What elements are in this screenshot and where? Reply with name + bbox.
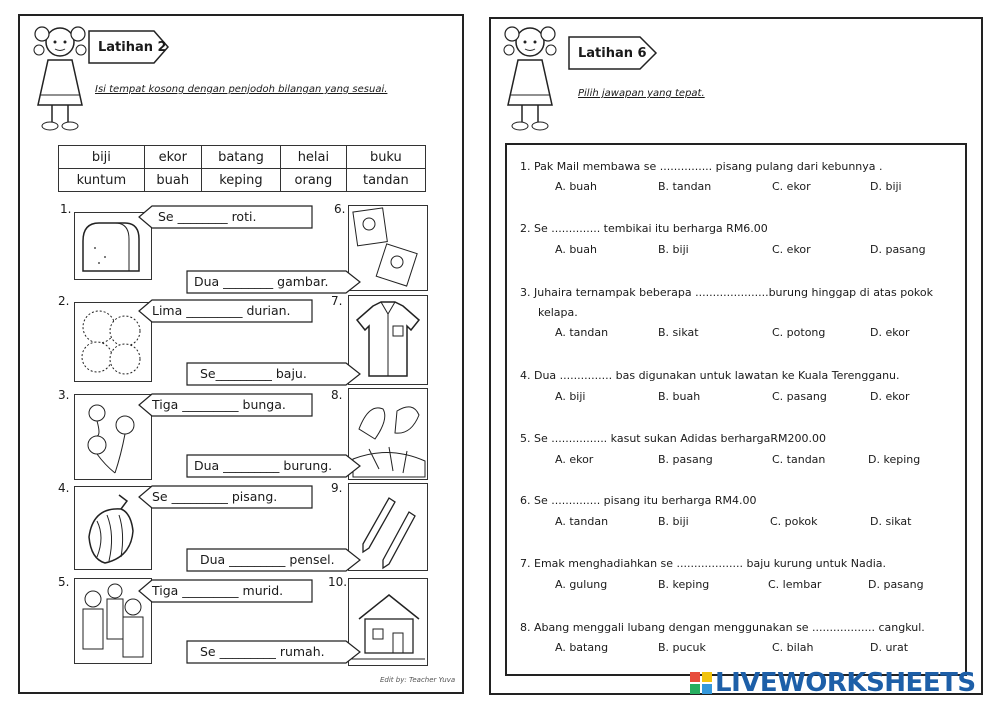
answer-option[interactable]: C. tandan [772, 453, 826, 466]
answer-option[interactable]: B. biji [658, 515, 689, 528]
instruction-text: Isi tempat kosong dengan penjodoh bilangan yang sesuai. [95, 84, 388, 95]
answer-option[interactable]: C. ekor [772, 180, 811, 193]
sentence-text[interactable]: Tiga _________ murid. [152, 583, 284, 598]
answer-option[interactable]: A. batang [555, 641, 609, 654]
question-text: 3. Juhaira ternampak beberapa .....................burung hinggap di atas pokok [520, 286, 934, 299]
answer-option[interactable]: D. pasang [870, 243, 926, 256]
word-bank-cell: batang [201, 146, 280, 169]
instruction-text: Pilih jawapan yang tepat. [578, 88, 705, 99]
answer-option[interactable]: C. pasang [772, 390, 827, 403]
word-bank-cell: biji [59, 146, 145, 169]
answer-option[interactable]: A. tandan [555, 326, 609, 339]
sentence-box [138, 485, 313, 509]
liveworksheets-logo-text: LIVEWORKSHEETS [715, 668, 976, 698]
question-text: 5. Se ................ kasut sukan Adidas berhargaRM200.00 [520, 432, 826, 445]
answer-option[interactable]: D. ekor [870, 390, 910, 403]
answer-option[interactable]: B. biji [658, 243, 689, 256]
sentence-box [186, 454, 361, 478]
liveworksheets-logo[interactable] [690, 668, 976, 698]
answer-option[interactable]: D. biji [870, 180, 902, 193]
word-bank-cell: buah [144, 169, 201, 192]
sentence-text[interactable]: Dua _________ pensel. [200, 552, 335, 567]
editor-signature: Edit by: Teacher Yuva [380, 676, 456, 684]
word-bank-row [59, 169, 426, 192]
word-bank-cell: orang [281, 169, 347, 192]
question-text: 8. Abang menggali lubang dengan menggunakan se .................. cangkul. [520, 621, 925, 634]
word-bank-cell: kuntum [59, 169, 145, 192]
answer-option[interactable]: C. bilah [772, 641, 814, 654]
question-text: 2. Se .............. tembikai itu berharga RM6.00 [520, 222, 768, 235]
answer-option[interactable]: A. buah [555, 180, 597, 193]
answer-option[interactable]: A. gulung [555, 578, 608, 591]
item-number: 5. [58, 575, 70, 589]
answer-option[interactable]: D. keping [868, 453, 921, 466]
answer-option[interactable]: B. buah [658, 390, 701, 403]
answer-option[interactable]: D. sikat [870, 515, 912, 528]
answer-option[interactable]: C. potong [772, 326, 826, 339]
answer-option[interactable]: A. biji [555, 390, 586, 403]
question-text: 7. Emak menghadiahkan se ................... baju kurung untuk Nadia. [520, 557, 887, 570]
sentence-text[interactable]: Dua _________ burung. [194, 458, 333, 473]
sentence-text[interactable]: Tiga _________ bunga. [152, 397, 286, 412]
answer-option[interactable]: A. buah [555, 243, 597, 256]
sentence-box [138, 205, 313, 229]
answer-option[interactable]: D. pasang [868, 578, 924, 591]
sentence-box [138, 299, 313, 323]
word-bank-cell: keping [201, 169, 280, 192]
answer-option[interactable]: A. tandan [555, 515, 609, 528]
word-bank-cell: tandan [346, 169, 425, 192]
sentence-box [138, 579, 313, 603]
answer-option[interactable]: B. tandan [658, 180, 712, 193]
answer-option[interactable]: B. pucuk [658, 641, 706, 654]
sentence-text[interactable]: Se ________ roti. [158, 209, 257, 224]
sentence-box [186, 640, 361, 664]
question-text: 1. Pak Mail membawa se ............... pisang pulang dari kebunnya . [520, 160, 883, 173]
sentence-box [186, 270, 361, 294]
sentence-text[interactable]: Se _________ rumah. [200, 644, 325, 659]
sentence-box [186, 362, 361, 386]
sentence-text[interactable]: Se_________ baju. [200, 366, 307, 381]
sentence-text[interactable]: Se _________ pisang. [152, 489, 278, 504]
sentence-text[interactable]: Lima _________ durian. [152, 303, 291, 318]
exercise-title-tag [568, 36, 658, 70]
item-number: 9. [331, 481, 343, 495]
question-text: 6. Se .............. pisang itu berharga RM4.00 [520, 494, 757, 507]
answer-option[interactable]: C. pokok [770, 515, 818, 528]
word-bank-cell: ekor [144, 146, 201, 169]
word-bank-table [58, 145, 426, 192]
sentence-box [138, 393, 313, 417]
answer-option[interactable]: C. lembar [768, 578, 822, 591]
girl-illustration-icon [500, 20, 560, 135]
sentence-text[interactable]: Dua ________ gambar. [194, 274, 329, 289]
item-number: 1. [60, 202, 72, 216]
girl-illustration-icon [30, 20, 90, 135]
exercise-title-tag [88, 30, 170, 64]
answer-option[interactable]: B. pasang [658, 453, 713, 466]
answer-option[interactable]: B. keping [658, 578, 710, 591]
item-number: 4. [58, 481, 70, 495]
answer-option[interactable]: D. urat [870, 641, 909, 654]
answer-option[interactable]: B. sikat [658, 326, 699, 339]
item-number: 10. [328, 575, 348, 589]
word-bank-cell: helai [281, 146, 347, 169]
question-text-continuation: kelapa. [538, 306, 578, 319]
answer-option[interactable]: A. ekor [555, 453, 594, 466]
sentence-box [186, 548, 361, 572]
question-text: 4. Dua ............... bas digunakan untuk lawatan ke Kuala Terengganu. [520, 369, 900, 382]
exercise-title: Latihan 2 [98, 39, 167, 55]
exercise-title: Latihan 6 [578, 45, 647, 61]
word-bank-row [59, 146, 426, 169]
item-number: 2. [58, 294, 70, 308]
answer-option[interactable]: C. ekor [772, 243, 811, 256]
word-bank-cell: buku [346, 146, 425, 169]
item-number: 3. [58, 388, 70, 402]
answer-option[interactable]: D. ekor [870, 326, 910, 339]
item-number: 6. [334, 202, 346, 216]
item-number: 8. [331, 388, 343, 402]
item-number: 7. [331, 294, 343, 308]
liveworksheets-logo-icon [690, 672, 712, 694]
